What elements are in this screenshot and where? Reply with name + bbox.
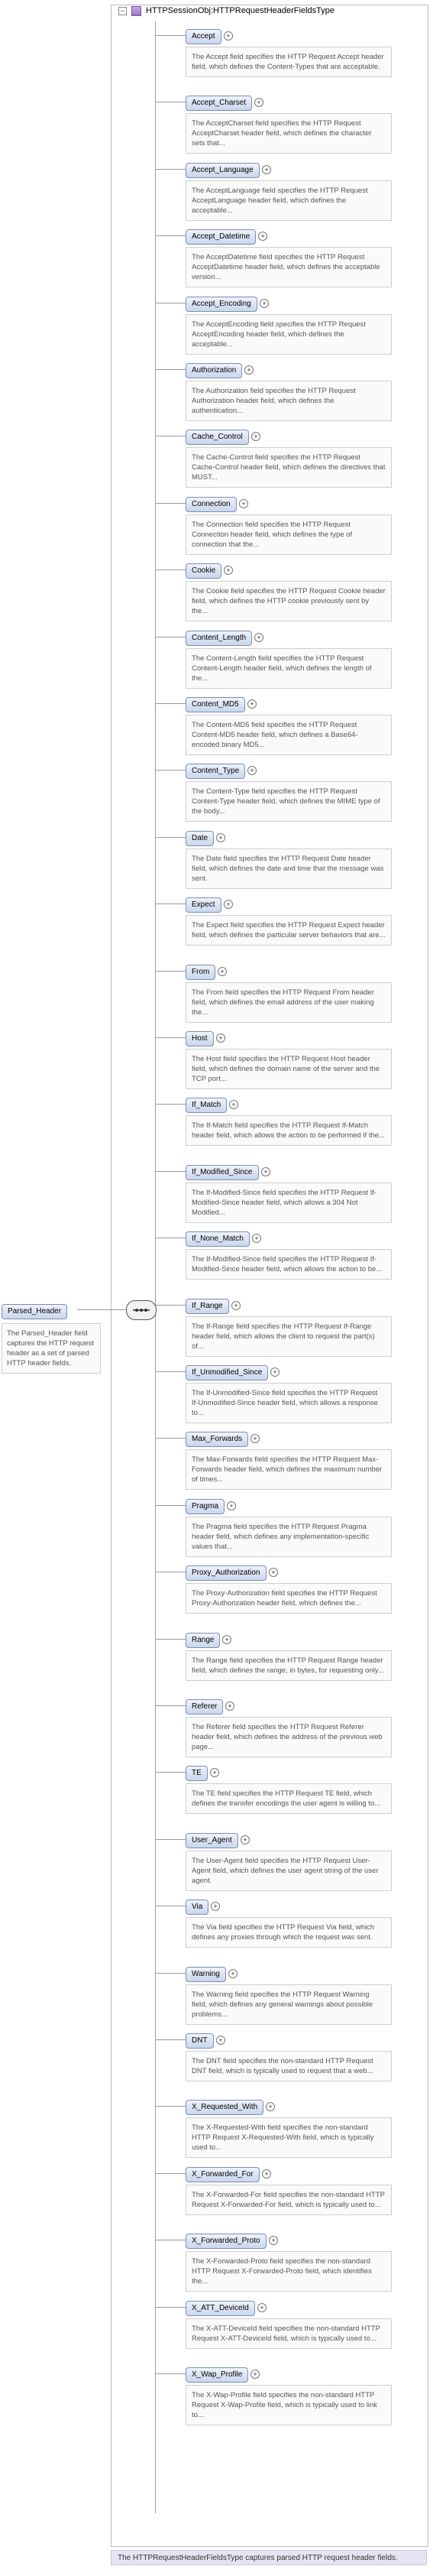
field-item [186,630,372,683]
sequence-dots-icon [131,1305,151,1316]
expand-plus-icon[interactable]: + [262,2169,271,2179]
field-element-box[interactable]: Warning [186,1967,226,1982]
field-doc: The Referer field specifies the HTTP Request Referer header field, which defines the address of the previous web page... [186,1717,392,1757]
field-element-box[interactable]: X_ATT_DeviceId [186,2301,255,2316]
type-header [118,5,334,17]
field-item [186,964,375,1017]
field-element-box[interactable]: Accept_Encoding [186,297,257,312]
expand-plus-icon[interactable]: + [210,1768,219,1777]
expand-plus-icon[interactable]: + [247,699,257,709]
field-connector-line [155,2307,186,2308]
field-doc: The DNT field specifies the non-standard HTTP Request DNT field, which is typically used to request that a web... [186,2051,392,2081]
field-doc: The Warning field specifies the HTTP Request Warning field, which defines any general warnings about possible problems... [186,1984,392,2025]
type-footer-doc: The HTTPRequestHeaderFieldsType captures parsed HTTP request header fields. [111,2550,427,2565]
field-doc: The Accept field specifies the HTTP Request Accept header field, which defines the Content-Types that are acceptable. [186,47,392,77]
field-doc: The Connection field specifies the HTTP Request Connection header field, which defines the type of connection that the... [186,514,392,555]
expand-plus-icon[interactable]: + [260,299,269,308]
field-element-box[interactable]: Host [186,1031,214,1046]
collapse-minus-icon[interactable]: − [118,7,127,15]
field-element-box[interactable]: X_Forwarded_Proto [186,2234,267,2249]
type-name: HTTPSessionObj:HTTPRequestHeaderFieldsType [146,6,334,15]
expand-plus-icon[interactable]: + [241,1835,250,1844]
field-element-box[interactable]: From [186,965,215,980]
field-doc: The If-Unmodified-Since field specifies the HTTP Request If-Unmodified-Since header field, which allows a response to... [186,1383,392,1423]
field-doc: The Range field specifies the HTTP Request Range header field, which defines the range, in bytes, for requesting only... [186,1650,392,1681]
expand-plus-icon[interactable]: + [269,2236,278,2245]
field-connector-line [155,837,186,838]
expand-plus-icon[interactable]: + [258,232,267,241]
field-doc: The Pragma field specifies the HTTP Request Pragma header field, which defines any implementation-specific values that... [186,1517,392,1557]
field-item [186,1498,370,1551]
expand-plus-icon[interactable]: + [269,1568,278,1577]
field-connector-line [155,2039,186,2040]
field-element-box[interactable]: Content_MD5 [186,697,245,712]
root-element-box[interactable]: Parsed_Header [2,1304,67,1319]
field-element-box[interactable]: Accept_Datetime [186,229,256,245]
field-item [186,1632,384,1675]
field-doc: The AcceptDatetime field specifies the HTTP Request AcceptDatetime header field, which defines the acceptable version... [186,247,392,287]
expand-plus-icon[interactable]: + [222,1635,231,1644]
field-element-box[interactable]: X_Forwarded_For [186,2167,260,2182]
field-doc: The Content-MD5 field specifies the HTTP Request Content-MD5 header field, which defines a Base64-encoded binary MD5... [186,715,392,755]
expand-plus-icon[interactable]: + [224,31,233,41]
field-item [186,362,356,415]
field-doc: The Content-Type field specifies the HTTP Request Content-Type header field, which defines the MIME type of the body... [186,781,392,822]
field-doc: The Host field specifies the HTTP Request Host header field, which defines the domain name of the server and the TCP port... [186,1049,392,1089]
field-doc: The Expect field specifies the HTTP Request Expect header field, which defines the particular server behaviors that are... [186,915,392,946]
field-doc: The Date field specifies the HTTP Request Date header field, which defines the date and time that the message was sent. [186,848,392,889]
field-connector-line [155,703,186,704]
field-item [186,496,353,549]
field-item [186,2233,372,2286]
expand-plus-icon[interactable]: + [247,766,257,775]
field-element-box[interactable]: Cache_Control [186,430,249,445]
field-item [186,1030,380,1083]
field-item [186,1565,377,1608]
field-item [186,1097,385,1140]
field-connector-line [155,1171,186,1172]
field-doc: The Content-Length field specifies the HTTP Request Content-Length header field, which defines the length of the... [186,648,392,689]
root-element [2,1303,94,1367]
field-item [186,830,384,883]
field-element-box[interactable]: Content_Type [186,764,245,779]
field-doc: The Via field specifies the HTTP Request Via field, which defines any proxies through which the request was sent. [186,1917,392,1948]
field-connector-line [155,35,186,36]
expand-plus-icon[interactable]: + [254,633,263,642]
field-item [186,1364,378,1417]
field-item [186,1698,383,1751]
field-doc: The AcceptCharset field specifies the HTTP Request AcceptCharset header field, which defines the character sets that... [186,113,392,154]
expand-plus-icon[interactable]: + [257,2303,267,2312]
expand-plus-icon[interactable]: + [218,967,227,976]
field-element-box[interactable]: X_Wap_Profile [186,2367,248,2383]
field-connector-line [155,2173,186,2174]
field-connector-line [155,369,186,370]
field-connector-line [155,1705,186,1706]
field-item [186,28,384,71]
field-element-box[interactable]: Referer [186,1699,223,1715]
root-connector-line [77,1309,126,1310]
field-element-box[interactable]: Pragma [186,1499,225,1514]
field-item [186,162,368,215]
field-doc: The From field specifies the HTTP Request From header field, which defines the email address of the user making the... [186,982,392,1023]
field-doc: The X-Forwarded-Proto field specifies the non-standard HTTP Request X-Forwarded-Proto field, which identifies the... [186,2251,392,2292]
field-item [186,1832,379,1885]
field-element-box[interactable]: Proxy_Authorization [186,1565,267,1581]
field-element-box[interactable]: Cookie [186,563,221,579]
field-element-box[interactable]: Authorization [186,363,242,378]
expand-plus-icon[interactable]: + [231,1301,241,1310]
expand-plus-icon[interactable]: + [254,98,263,107]
field-element-box[interactable]: If_Unmodified_Since [186,1365,268,1380]
field-element-box[interactable]: Accept_Language [186,163,260,178]
field-item [186,1966,373,2019]
expand-plus-icon[interactable]: + [216,1033,225,1043]
field-doc: The TE field specifies the HTTP Request TE field, which defines the transfer encodings the user agent is willing to... [186,1783,392,1814]
expand-plus-icon[interactable]: + [262,165,271,174]
field-item [186,2367,378,2419]
expand-plus-icon[interactable]: + [224,566,233,575]
expand-plus-icon[interactable]: + [227,1501,236,1510]
field-element-box[interactable]: Range [186,1633,220,1648]
complex-type-icon [131,6,141,16]
field-item [186,2166,385,2209]
field-item [186,1431,383,1484]
expand-plus-icon[interactable]: + [250,1434,260,1443]
expand-plus-icon[interactable]: + [225,1702,234,1711]
expand-plus-icon[interactable]: + [252,1234,261,1243]
expand-plus-icon[interactable]: + [244,365,254,375]
field-item [186,296,366,349]
field-element-box[interactable]: Content_Length [186,631,252,646]
field-element-box[interactable]: User_Agent [186,1833,238,1848]
field-element-box[interactable]: If_Range [186,1299,229,1314]
field-connector-line [155,1305,186,1306]
field-element-box[interactable]: Connection [186,497,237,512]
field-doc: The X-Forwarded-For field specifies the non-standard HTTP Request X-Forwarded-For field, which is typically used to... [186,2185,392,2215]
field-connector-line [155,1839,186,1840]
field-connector-line [155,1973,186,1974]
field-element-box[interactable]: DNT [186,2033,214,2049]
expand-plus-icon[interactable]: + [251,432,260,441]
field-connector-line [155,971,186,972]
expand-plus-icon[interactable]: + [250,2370,260,2379]
field-doc: The Cookie field specifies the HTTP Request Cookie header field, which defines the HTTP cookie previously sent by the... [186,581,392,621]
field-item [186,563,386,615]
field-element-box[interactable]: Accept_Charset [186,96,252,111]
field-doc: The Max-Forwards field specifies the HTTP Request Max-Forwards header field, which defines the maximum number of times... [186,1449,392,1490]
expand-plus-icon[interactable]: + [266,2102,275,2111]
field-item [186,1765,381,1808]
field-doc: The X-ATT-DeviceId field specifies the non-standard HTTP Request X-ATT-DeviceId field, which is typically used to... [186,2318,392,2349]
field-item [186,2033,373,2075]
field-item [186,429,386,482]
field-connector-line [155,1371,186,1372]
field-element-box[interactable]: Expect [186,897,221,913]
field-item [186,696,358,749]
field-doc: The If-Modified-Since field specifies the HTTP Request If-Modified-Since header field, which allows a 304 Not Modified... [186,1183,392,1223]
field-connector-line [155,569,186,570]
field-doc: The If-Range field specifies the HTTP Request If-Range header field, which allows the client to request the part(s) of... [186,1316,392,1357]
expand-plus-icon[interactable]: + [216,2036,225,2045]
field-item [186,1298,375,1351]
field-item [186,763,380,816]
field-element-box[interactable]: If_Modified_Since [186,1165,259,1180]
field-connector-line [155,1505,186,1506]
field-connector-line [155,1639,186,1640]
field-connector-line [155,1037,186,1038]
field-element-box[interactable]: If_Match [186,1098,227,1113]
field-item [186,1899,375,1942]
field-doc: The Cache-Control field specifies the HTTP Request Cache-Control header field, which defines the directives that MUST... [186,447,392,488]
field-item [186,2300,380,2343]
field-connector-line [155,169,186,170]
field-connector-line [155,1104,186,1105]
field-doc: The If-Match field specifies the HTTP Request If-Match header field, which allows the action to be performed if the... [186,1115,392,1146]
expand-plus-icon[interactable]: + [270,1367,280,1377]
expand-plus-icon[interactable]: + [216,833,225,842]
field-element-box[interactable]: X_Requested_With [186,2100,263,2115]
expand-plus-icon[interactable]: + [261,1167,270,1176]
field-doc: The Authorization field specifies the HTTP Request Authorization header field, which defines the authentication... [186,381,392,421]
expand-plus-icon[interactable]: + [228,1969,238,1978]
field-doc: The AcceptEncoding field specifies the HTTP Request AcceptEncoding header field, which defines the acceptable... [186,314,392,355]
field-connector-line [155,503,186,504]
field-doc: The X-Wap-Profile field specifies the non-standard HTTP Request X-Wap-Profile field, which is typically used to link to... [186,2385,392,2425]
sequence-connector-line [155,21,156,2513]
field-item [186,2099,374,2152]
expand-plus-icon[interactable]: + [224,900,233,909]
field-doc: The Proxy-Authorization field specifies the HTTP Request Proxy-Authorization header field, which defines the... [186,1583,392,1614]
field-doc: The User-Agent field specifies the HTTP Request User-Agent field, which defines the user agent string of the user agent. [186,1851,392,1891]
field-connector-line [155,2106,186,2107]
sequence-compositor-icon[interactable] [126,1300,157,1320]
field-connector-line [155,235,186,236]
field-element-box[interactable]: TE [186,1766,208,1781]
root-element-doc: The Parsed_Header field captures the HTTP request header as a set of parsed HTTP header fields. [2,1323,101,1374]
field-item [186,95,372,148]
field-element-box[interactable]: Via [186,1900,208,1915]
field-doc: The X-Requested-With field specifies the non-standard HTTP Request X-Requested-With field, which is typically used to... [186,2117,392,2158]
field-connector-line [155,637,186,638]
expand-plus-icon[interactable]: + [229,1100,238,1109]
field-element-box[interactable]: Date [186,831,214,846]
field-element-box[interactable]: Max_Forwards [186,1432,248,1447]
field-connector-line [155,1438,186,1439]
field-connector-line [155,2373,186,2374]
field-doc: The AcceptLanguage field specifies the HTTP Request AcceptLanguage header field, which defines the acceptable... [186,180,392,221]
field-connector-line [155,1772,186,1773]
field-item [186,1164,377,1217]
expand-plus-icon[interactable]: + [211,1902,220,1911]
field-element-box[interactable]: Accept [186,29,221,44]
expand-plus-icon[interactable]: + [239,499,248,508]
field-doc: The If-Modified-Since field specifies the HTTP Request If-Modified-Since header field, which allows the action to be... [186,1249,392,1280]
field-item [186,897,386,939]
field-connector-line [155,770,186,771]
field-element-box[interactable]: If_None_Match [186,1231,250,1247]
field-item [186,1231,383,1273]
field-item [186,229,380,281]
